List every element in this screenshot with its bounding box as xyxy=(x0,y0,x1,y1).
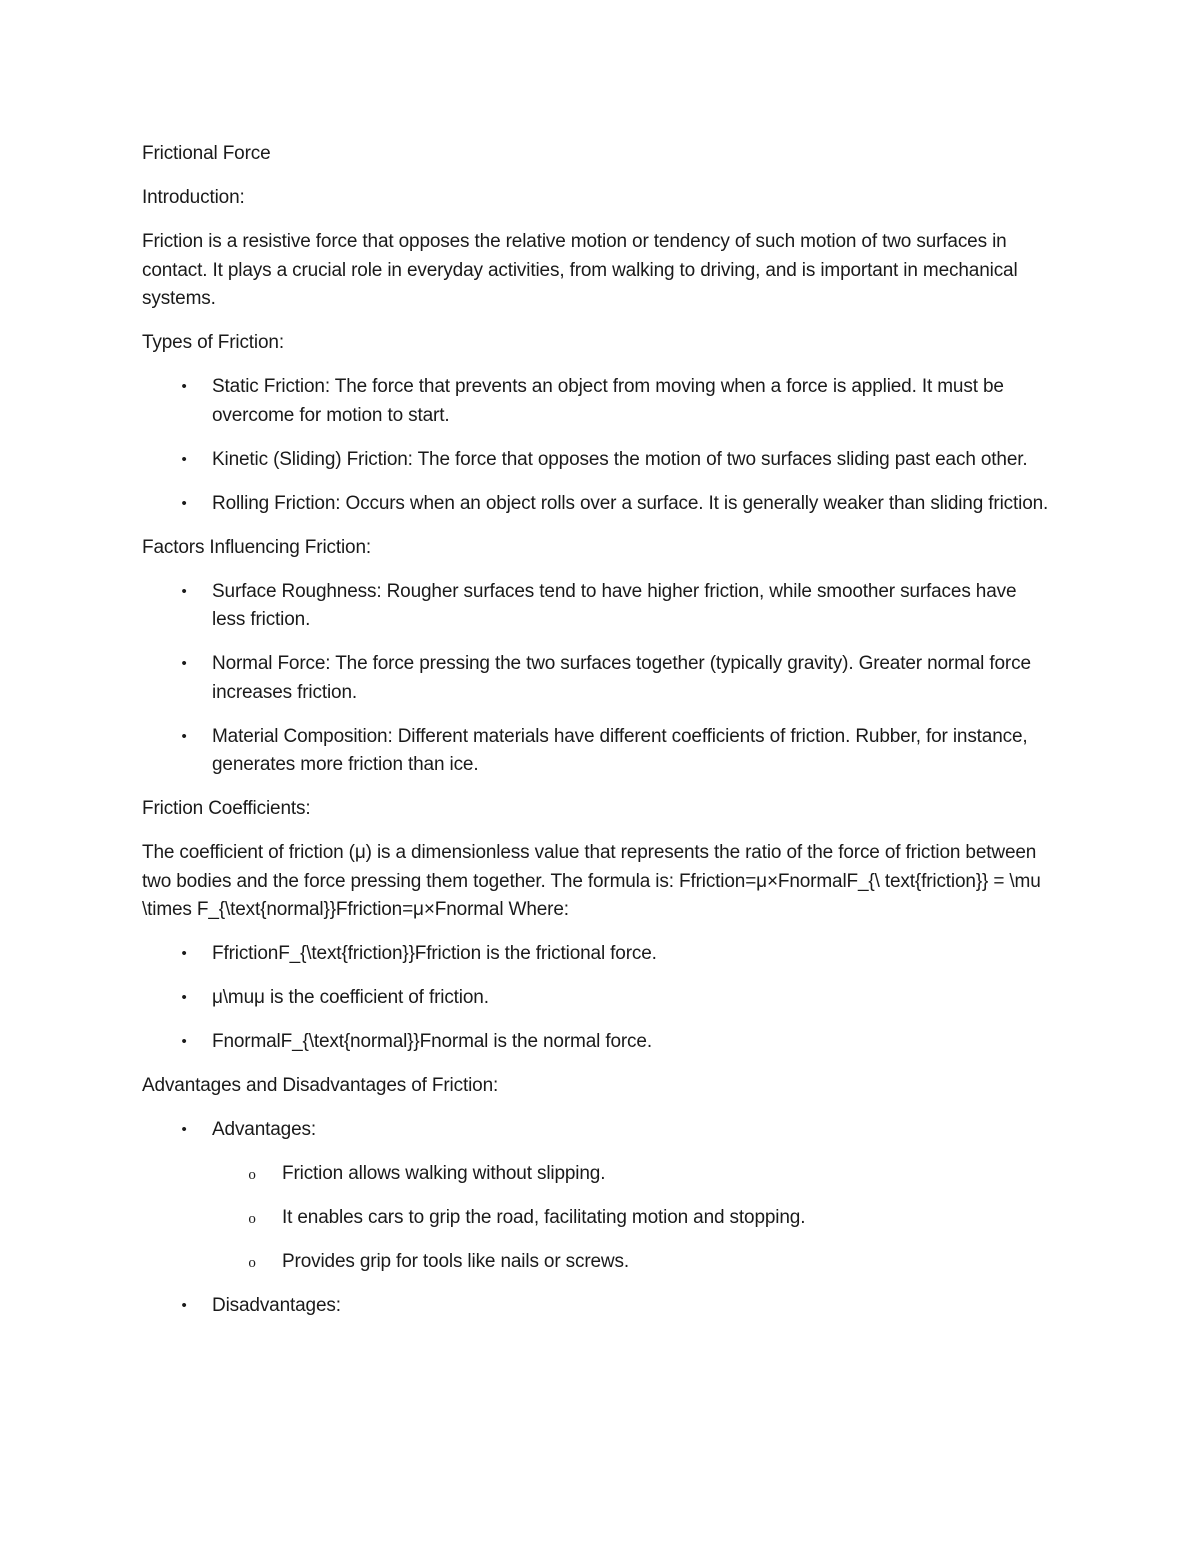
sub-bullet-icon: o xyxy=(248,1211,256,1227)
coefficients-heading: Friction Coefficients: xyxy=(142,798,311,819)
sub-list-item-text: Provides grip for tools like nails or screws. xyxy=(282,1251,629,1272)
sub-list-item-text: It enables cars to grip the road, facilitating motion and stopping. xyxy=(282,1207,806,1228)
list-item xyxy=(142,446,1052,475)
bullet-icon: • xyxy=(181,378,187,395)
bullet-icon: • xyxy=(181,494,187,512)
bullet-icon: • xyxy=(181,727,187,745)
list-item-text: Material Composition: Different materials have different coefficients of friction. Rubber, for instance, generates more friction than ice. xyxy=(212,725,1028,775)
coefficients-paragraph: The coefficient of friction (μ) is a dimensionless value that represents the ratio of the force of friction between two bodies and the force pressing them together. The formula is: Ffriction=μ×FnormalF_{\ text{friction}} = \mu \times F_{\text{normal}}Ffriction=μ×Fnormal Where: xyxy=(142,842,1041,920)
bullet-icon: • xyxy=(181,450,187,468)
list-item-text: Advantages: xyxy=(212,1119,316,1140)
document-title: Frictional Force xyxy=(142,143,271,164)
list-item-text: Rolling Friction: Occurs when an object rolls over a surface. It is generally weaker than sliding friction. xyxy=(212,492,1049,514)
list-item xyxy=(142,650,1052,707)
bullet-icon: • xyxy=(181,1033,187,1050)
list-item-text: FnormalF_{\text{normal}}Fnormal is the normal force. xyxy=(212,1031,652,1052)
factors-heading: Factors Influencing Friction: xyxy=(142,536,372,558)
types-heading: Types of Friction: xyxy=(142,332,284,353)
advantages-disadvantages-list xyxy=(142,1116,1052,1321)
list-item-text: Disadvantages: xyxy=(212,1295,341,1316)
list-item-text: Kinetic (Sliding) Friction: The force that opposes the motion of two surfaces sliding past each other. xyxy=(212,448,1028,470)
sub-list-item-text: Friction allows walking without slipping. xyxy=(282,1163,606,1184)
list-item-text: Normal Force: The force pressing the two surfaces together (typically gravity). Greater normal force increases friction. xyxy=(212,653,1031,703)
list-item-disadvantages xyxy=(142,1292,1052,1321)
advantages-disadvantages-heading: Advantages and Disadvantages of Friction: xyxy=(142,1075,499,1096)
coefficients-list xyxy=(142,940,1052,1057)
list-item-text: Surface Roughness: Rougher surfaces tend to have higher friction, while smoother surfaces have less friction. xyxy=(212,580,1017,630)
sub-list-item xyxy=(212,1204,1052,1233)
bullet-icon: • xyxy=(181,945,187,962)
list-item xyxy=(142,373,1052,430)
bullet-icon: • xyxy=(181,655,187,672)
list-item xyxy=(142,578,1052,635)
list-item xyxy=(142,490,1052,519)
list-item-advantages xyxy=(142,1116,1052,1277)
list-item xyxy=(142,723,1052,780)
bullet-icon: • xyxy=(181,1121,187,1138)
list-item xyxy=(142,984,1052,1013)
list-item-text: FfrictionF_{\text{friction}}Ffriction is the frictional force. xyxy=(212,943,657,964)
list-item-text: Static Friction: The force that prevents an object from moving when a force is applied. It must be overcome for motion to start. xyxy=(212,376,1004,426)
factors-list xyxy=(142,578,1052,780)
list-item xyxy=(142,1028,1052,1057)
bullet-icon: • xyxy=(181,582,187,600)
list-item-text: μ\muμ is the coefficient of friction. xyxy=(212,987,489,1008)
advantages-sublist xyxy=(212,1160,1052,1277)
bullet-icon: • xyxy=(181,1297,187,1314)
list-item xyxy=(142,940,1052,969)
sub-list-item xyxy=(212,1160,1052,1189)
intro-heading: Introduction: xyxy=(142,187,245,208)
types-list xyxy=(142,373,1052,518)
sub-bullet-icon: o xyxy=(248,1167,256,1183)
bullet-icon: • xyxy=(181,989,187,1006)
sub-bullet-icon: o xyxy=(248,1255,256,1271)
document-body xyxy=(142,140,1052,1336)
intro-paragraph: Friction is a resistive force that opposes the relative motion or tendency of such motion of two surfaces in contact. It plays a crucial role in everyday activities, from walking to driving, and is important in mechanical systems. xyxy=(142,231,1018,309)
sub-list-item xyxy=(212,1248,1052,1277)
